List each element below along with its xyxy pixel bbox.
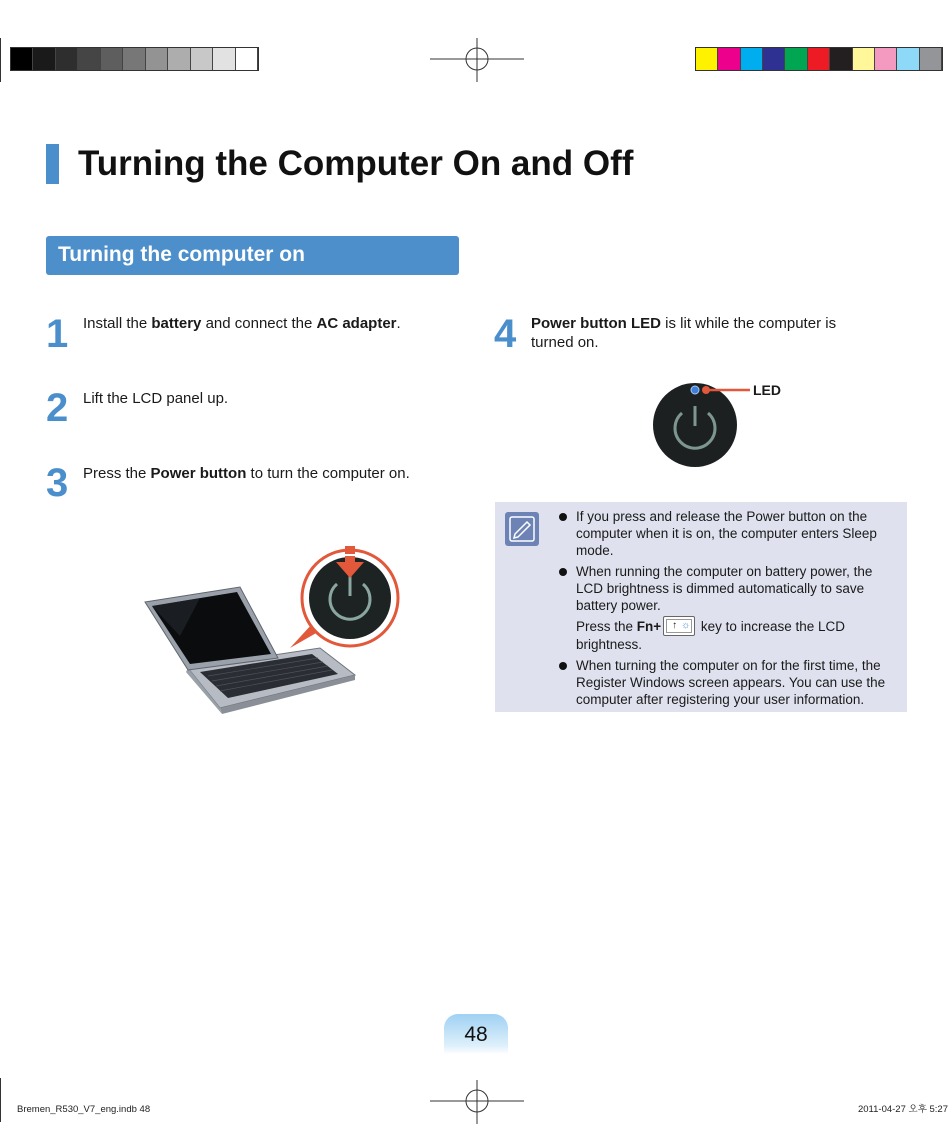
- crop-mark-left-top: [0, 38, 1, 82]
- step-1-part: and connect the: [201, 315, 317, 332]
- note-line: LCD brightness is dimmed automatically to save: [576, 581, 865, 596]
- note-pencil-icon: [505, 512, 539, 546]
- step-4-number: 4: [494, 312, 517, 356]
- step-1-part: AC adapter: [316, 315, 397, 332]
- note-item: [556, 657, 898, 708]
- note-item: [556, 563, 898, 653]
- note-line: mode.: [576, 543, 614, 558]
- note-fn-before: Press the: [576, 619, 637, 634]
- step-1-part: Install the: [83, 315, 152, 332]
- step-3-part: Power button: [150, 465, 247, 482]
- bullet-dot-icon: [559, 662, 567, 670]
- color-swatch: [718, 48, 740, 70]
- registration-mark-top: [430, 38, 524, 82]
- step-3-part: to turn the computer on.: [246, 465, 410, 482]
- step-1-part: .: [396, 315, 401, 332]
- footer-timestamp: 2011-04-27 오후 5:27: [857, 1104, 948, 1115]
- note-line-fn: [576, 618, 898, 636]
- color-swatch: [33, 48, 55, 70]
- note-line: When turning the computer on for the first time, the: [576, 657, 881, 673]
- color-swatch: [123, 48, 145, 70]
- note-line: brightness.: [576, 636, 643, 652]
- step-4-part: Power button LED: [531, 315, 661, 332]
- title-accent-bar: [46, 144, 59, 184]
- step-3-number: 3: [46, 461, 69, 505]
- step-3-part: Press the: [83, 465, 151, 482]
- note-line: computer after registering your user information.: [576, 691, 865, 707]
- note-line: Register Windows screen appears. You can use the: [576, 674, 886, 690]
- page-title: Turning the Computer On and Off: [78, 144, 634, 183]
- note-list: [556, 508, 898, 712]
- step-2-text: Lift the LCD panel up.: [83, 390, 229, 407]
- step-4-part: is lit while the computer is: [661, 315, 837, 332]
- crop-mark-left-bottom: [0, 1078, 1, 1122]
- note-line: If you press and release the Power button on the: [576, 509, 868, 524]
- color-swatch: [236, 48, 258, 70]
- color-swatch: [920, 48, 942, 70]
- color-swatch: [213, 48, 235, 70]
- color-swatch: [101, 48, 123, 70]
- color-swatch: [56, 48, 78, 70]
- step-1-text: [83, 314, 401, 333]
- note-line: When running the computer on battery power, the: [576, 564, 873, 579]
- color-swatch: [741, 48, 763, 70]
- color-swatch: [853, 48, 875, 70]
- color-swatch: [763, 48, 785, 70]
- color-swatch: [11, 48, 33, 70]
- color-swatch: [808, 48, 830, 70]
- fn-key-label: Fn+: [636, 619, 662, 634]
- color-swatch: [785, 48, 807, 70]
- page-number: 48: [464, 1023, 488, 1046]
- note-line: battery power.: [576, 598, 661, 613]
- footer-file-info: Bremen_R530_V7_eng.indb 48: [17, 1104, 151, 1115]
- power-led-illustration: [650, 380, 750, 470]
- color-swatch: [875, 48, 897, 70]
- step-4-text: [531, 314, 911, 352]
- color-swatch: [146, 48, 168, 70]
- color-swatch: [696, 48, 718, 70]
- step-1-part: battery: [151, 315, 202, 332]
- section-heading: Turning the computer on: [58, 243, 305, 266]
- led-label: LED: [753, 382, 781, 398]
- note-line: computer when it is on, the computer enters Sleep: [576, 526, 877, 541]
- registration-mark-bottom: [430, 1080, 524, 1124]
- power-button-callout: [290, 540, 410, 660]
- step-3-text: [83, 464, 410, 483]
- color-swatch: [830, 48, 852, 70]
- color-swatch: [897, 48, 919, 70]
- color-swatch: [191, 48, 213, 70]
- brightness-up-key-icon: ↑ ☼: [663, 616, 695, 636]
- color-swatch: [168, 48, 190, 70]
- color-swatch: [78, 48, 100, 70]
- step-1-number: 1: [46, 312, 69, 356]
- bullet-dot-icon: [559, 568, 567, 576]
- step-4-line2: turned on.: [531, 334, 599, 351]
- note-item: [556, 508, 898, 559]
- step-2-number: 2: [46, 386, 69, 430]
- bullet-dot-icon: [559, 513, 567, 521]
- note-fn-after: key to increase the LCD: [697, 619, 845, 634]
